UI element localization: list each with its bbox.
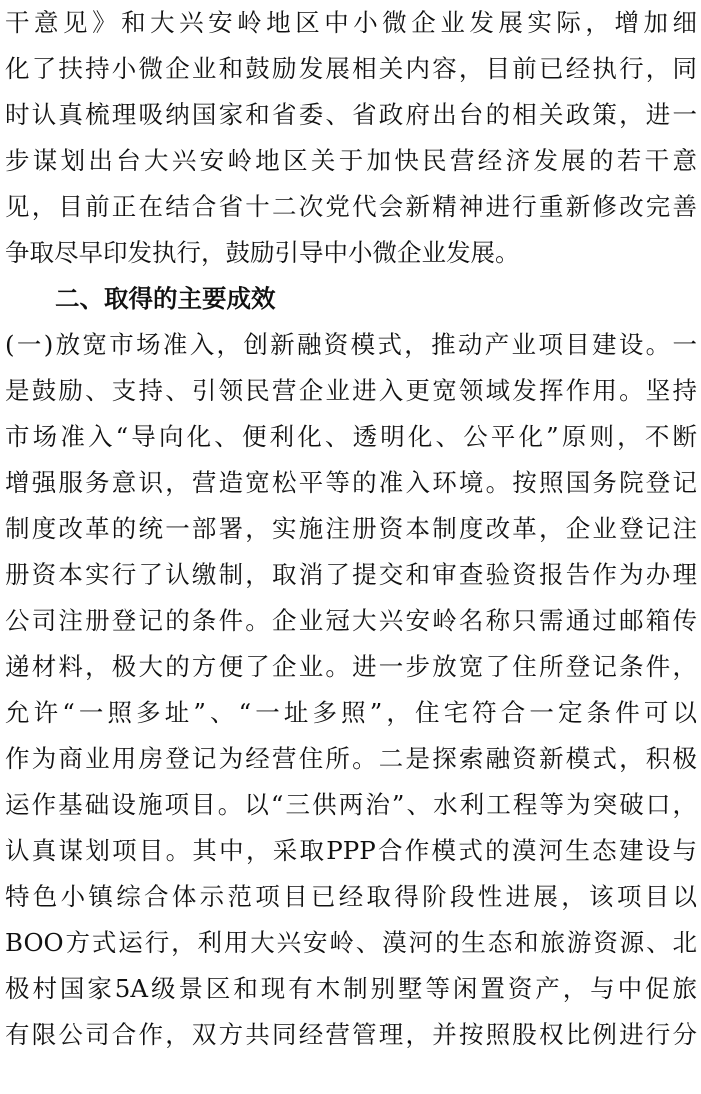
body-text-line: BOO方式运行，利用大兴安岭、漠河的生态和旅游资源、北: [5, 928, 697, 957]
body-text-line: 允许“一照多址”、“一址多照”，住宅符合一定条件可以: [5, 698, 697, 727]
body-text-line: 递材料，极大的方便了企业。进一步放宽了住所登记条件，: [5, 652, 697, 681]
body-text-line: 运作基础设施项目。以“三供两治”、水利工程等为突破口，: [5, 790, 697, 819]
body-text-line: 时认真梳理吸纳国家和省委、省政府出台的相关政策，进一: [5, 100, 697, 129]
body-text-line: 见，目前正在结合省十二次党代会新精神进行重新修改完善: [5, 192, 697, 221]
body-text-line: (一)放宽市场准入，创新融资模式，推动产业项目建设。一: [5, 330, 697, 359]
body-text-line: 市场准入“导向化、便利化、透明化、公平化”原则，不断: [5, 422, 697, 451]
body-text-line: 制度改革的统一部署，实施注册资本制度改革，企业登记注: [5, 514, 697, 543]
body-text-line: 极村国家5A级景区和现有木制别墅等闲置资产，与中促旅: [5, 974, 697, 1003]
body-text-line: 公司注册登记的条件。企业冠大兴安岭名称只需通过邮箱传: [5, 606, 697, 635]
body-text-line: 干意见》和大兴安岭地区中小微企业发展实际，增加细: [5, 8, 697, 37]
body-text-line: 化了扶持小微企业和鼓励发展相关内容，目前已经执行，同: [5, 54, 697, 83]
body-text-line: 有限公司合作，双方共同经营管理，并按照股权比例进行分: [5, 1020, 697, 1049]
body-text-line: 作为商业用房登记为经营住所。二是探索融资新模式，积极: [5, 744, 697, 773]
body-text-line: 争取尽早印发执行，鼓励引导中小微企业发展。: [5, 238, 520, 267]
body-text-line: 认真谋划项目。其中，采取PPP合作模式的漠河生态建设与: [5, 836, 697, 865]
body-text-line: 是鼓励、支持、引领民营企业进入更宽领域发挥作用。坚持: [5, 376, 697, 405]
body-text-line: 增强服务意识，营造宽松平等的准入环境。按照国务院登记: [5, 468, 697, 497]
section-heading: 二、取得的主要成效: [55, 284, 276, 313]
body-text-line: 步谋划出台大兴安岭地区关于加快民营经济发展的若干意: [5, 146, 697, 175]
body-text-line: 特色小镇综合体示范项目已经取得阶段性进展，该项目以: [5, 882, 697, 911]
body-text-line: 册资本实行了认缴制，取消了提交和审查验资报告作为办理: [5, 560, 697, 589]
